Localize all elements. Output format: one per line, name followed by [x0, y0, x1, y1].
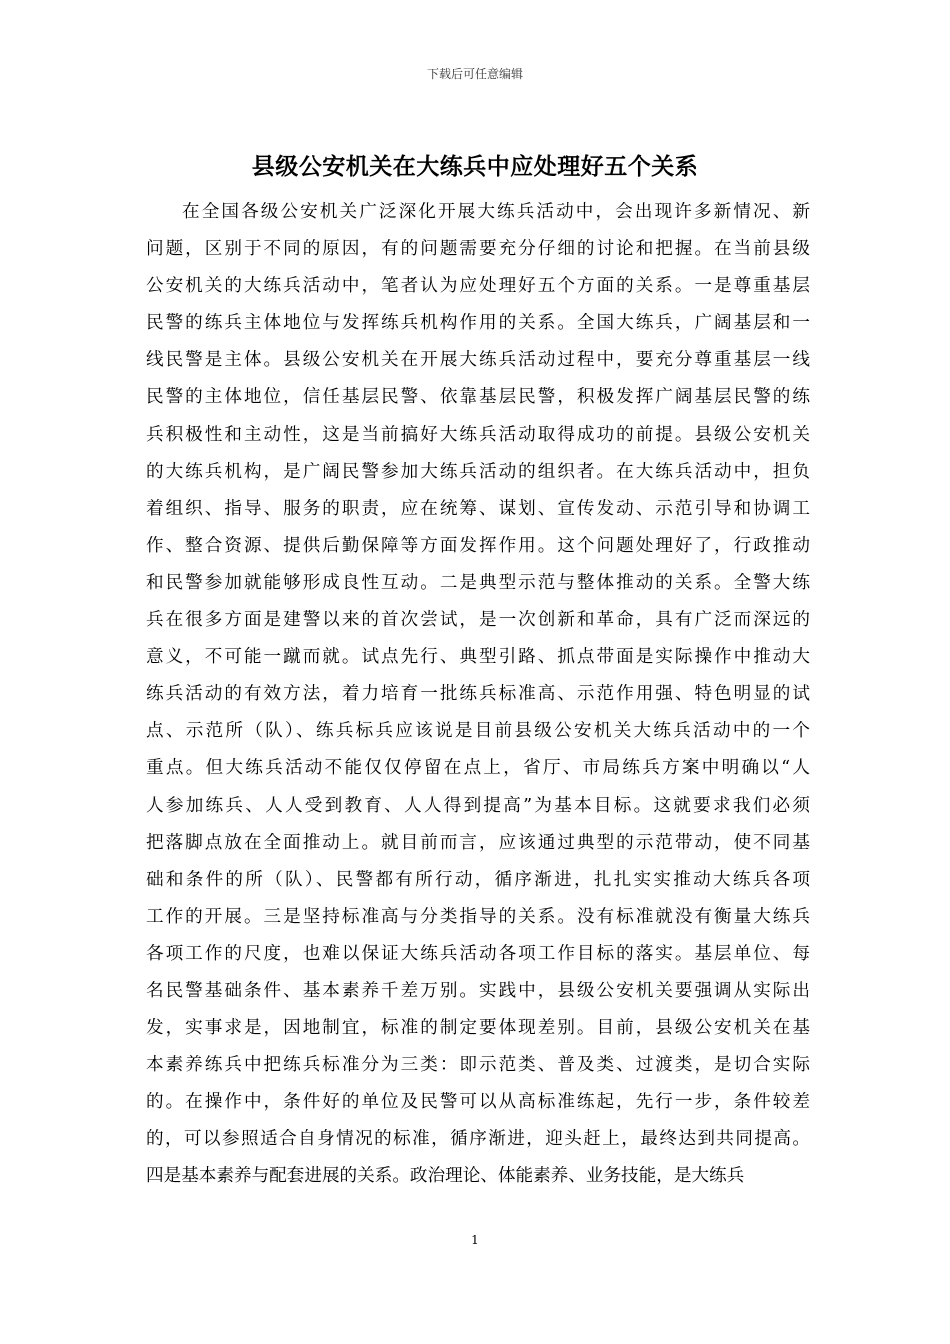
body-line: 和民警参加就能够形成良性互动。二是典型示范与整体推动的关系。全警大练: [146, 572, 810, 593]
page-number: 1: [471, 1233, 479, 1247]
body-line: 重点。但大练兵活动不能仅仅停留在点上，省厅、市局练兵方案中明确以“人: [146, 758, 810, 779]
body-line: 各项工作的尺度，也难以保证大练兵活动各项工作目标的落实。基层单位、每: [146, 943, 810, 964]
document-body: [146, 194, 810, 1196]
body-line: 兵积极性和主动性，这是当前搞好大练兵活动取得成功的前提。县级公安机关: [146, 424, 810, 445]
page-header-note: 下载后可任意编辑: [426, 67, 523, 81]
body-line: 人参加练兵、人人受到教育、人人得到提高”为基本目标。这就要求我们必须: [146, 795, 810, 816]
body-line: 兵在很多方面是建警以来的首次尝试，是一次创新和革命，具有广泛而深远的: [146, 610, 810, 631]
body-line: 民警的主体地位，信任基层民警、依靠基层民警，积极发挥广阔基层民警的练: [146, 387, 810, 408]
body-line: 点、示范所（队）、练兵标兵应该说是目前县级公安机关大练兵活动中的一个: [146, 721, 810, 742]
body-line: 公安机关的大练兵活动中，笔者认为应处理好五个方面的关系。一是尊重基层: [146, 276, 810, 297]
body-line: 的，可以参照适合自身情况的标准，循序渐进，迎头赶上，最终达到共同提高。: [146, 1129, 810, 1150]
body-line: 作、整合资源、提供后勤保障等方面发挥作用。这个问题处理好了，行政推动: [146, 535, 810, 556]
body-line: 的。在操作中，条件好的单位及民警可以从高标准练起，先行一步，条件较差: [146, 1092, 810, 1113]
body-line: 工作的开展。三是坚持标准高与分类指导的关系。没有标准就没有衡量大练兵: [146, 906, 810, 927]
body-line: 民警的练兵主体地位与发挥练兵机构作用的关系。全国大练兵，广阔基层和一: [146, 313, 810, 334]
body-line: 名民警基础条件、基本素养千差万别。实践中，县级公安机关要强调从实际出: [146, 980, 810, 1001]
body-line: 发，实事求是，因地制宜，标准的制定要体现差别。目前，县级公安机关在基: [146, 1018, 810, 1039]
body-line: 意义，不可能一蹴而就。试点先行、典型引路、抓点带面是实际操作中推动大: [146, 647, 810, 668]
body-line: 着组织、指导、服务的职责，应在统筹、谋划、宣传发动、示范引导和协调工: [146, 498, 810, 519]
document-title: 县级公安机关在大练兵中应处理好五个关系: [251, 154, 699, 180]
body-line: 线民警是主体。县级公安机关在开展大练兵活动过程中，要充分尊重基层一线: [146, 350, 810, 371]
body-line: 练兵活动的有效方法，着力培育一批练兵标准高、示范作用强、特色明显的试: [146, 684, 810, 705]
body-line: 问题，区别于不同的原因，有的问题需要充分仔细的讨论和把握。在当前县级: [146, 239, 810, 260]
body-line: 四是基本素养与配套进展的关系。政治理论、体能素养、业务技能，是大练兵: [146, 1166, 745, 1187]
body-line: 把落脚点放在全面推动上。就目前而言，应该通过典型的示范带动，使不同基: [146, 832, 810, 853]
body-line: 本素养练兵中把练兵标准分为三类：即示范类、普及类、过渡类，是切合实际: [146, 1055, 810, 1076]
body-line: 的大练兵机构，是广阔民警参加大练兵活动的组织者。在大练兵活动中，担负: [146, 461, 810, 482]
body-line: 础和条件的所（队）、民警都有所行动，循序渐进，扎扎实实推动大练兵各项: [146, 869, 810, 890]
body-line: 在全国各级公安机关广泛深化开展大练兵活动中，会出现许多新情况、新: [182, 202, 810, 222]
